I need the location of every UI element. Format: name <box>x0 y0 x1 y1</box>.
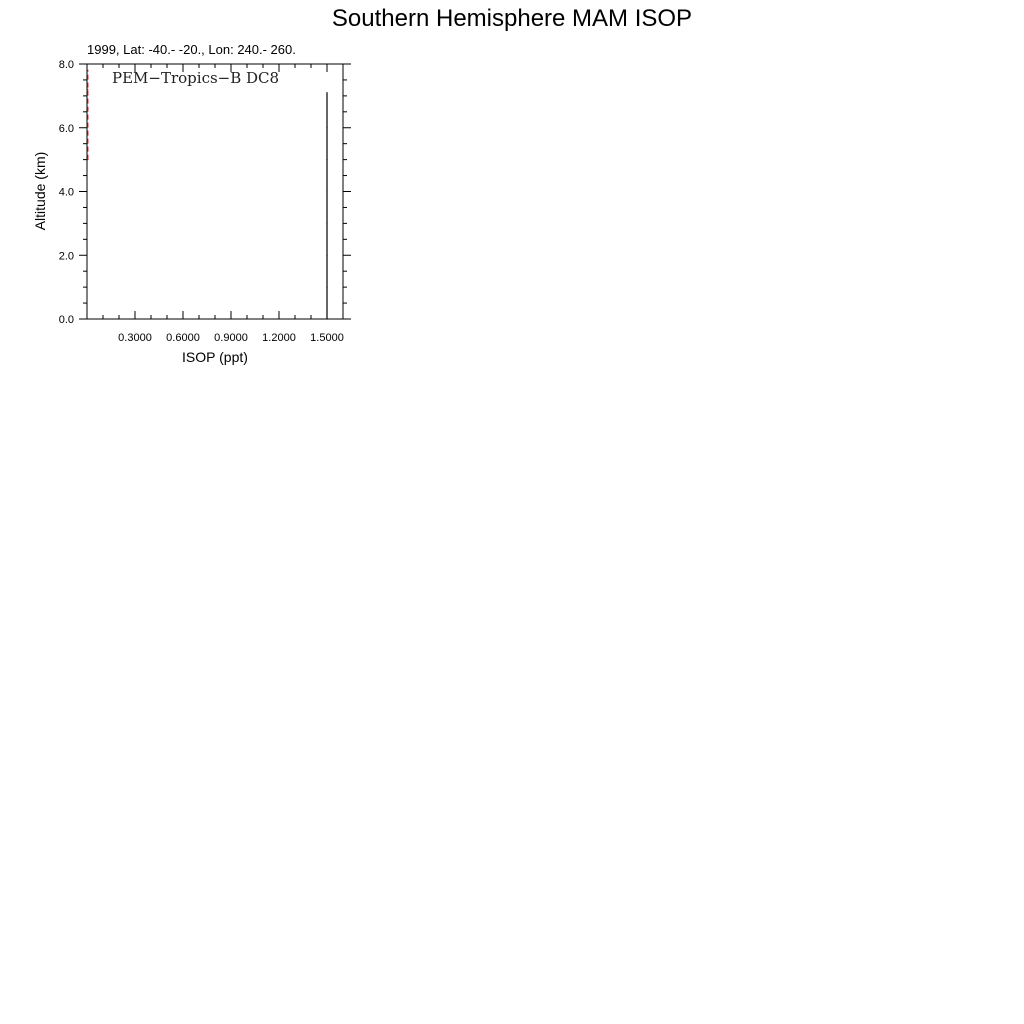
data-point <box>87 108 88 109</box>
data-point <box>326 191 327 192</box>
campaign-annotation: PEM−Tropics−B DC8 <box>112 69 280 87</box>
x-axis-label: ISOP (ppt) <box>182 349 248 365</box>
x-axis-ticks <box>103 64 344 344</box>
y-axis-label: Altitude (km) <box>32 151 48 231</box>
data-point <box>326 92 327 93</box>
x-tick-label: 1.5000 <box>310 332 344 344</box>
y-axis-ticks <box>59 59 351 326</box>
y-tick-label: 4.0 <box>58 186 74 199</box>
data-point <box>326 255 327 256</box>
data-point <box>326 287 327 288</box>
plot-frame <box>87 64 343 319</box>
chart-title: Southern Hemisphere MAM ISOP <box>331 5 693 32</box>
data-point <box>87 89 88 90</box>
series-layer <box>87 70 327 320</box>
x-tick-label: 0.9000 <box>214 332 248 344</box>
data-point <box>87 134 88 135</box>
y-tick-label: 2.0 <box>58 250 74 263</box>
data-point <box>87 159 88 160</box>
y-tick-label: 8.0 <box>58 59 74 71</box>
data-point <box>326 318 327 319</box>
y-tick-label: 0.0 <box>58 314 74 326</box>
x-tick-label: 1.2000 <box>262 332 296 344</box>
data-point <box>326 127 327 128</box>
data-point <box>326 159 327 160</box>
chart-subtitle: 1999, Lat: -40.- -20., Lon: 240.- 260. <box>87 42 296 57</box>
y-tick-label: 6.0 <box>58 122 74 135</box>
data-point <box>87 70 88 71</box>
x-tick-label: 0.6000 <box>166 332 200 344</box>
x-tick-label: 0.3000 <box>118 332 152 344</box>
data-point <box>326 223 327 224</box>
